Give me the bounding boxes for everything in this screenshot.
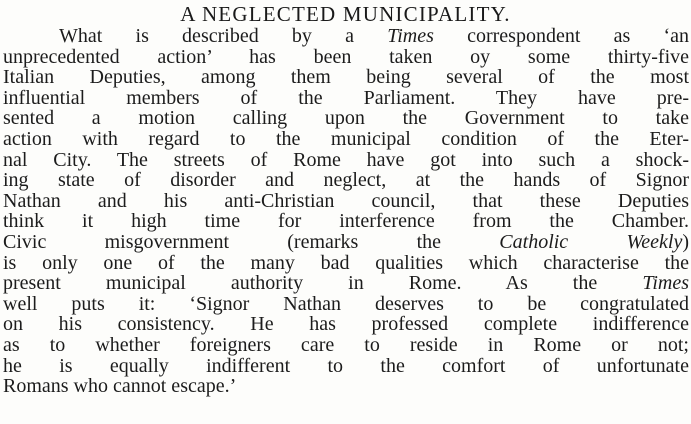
text-run: Italian Deputies, among them being several of the most bbox=[3, 66, 689, 89]
article-body bbox=[3, 26, 689, 397]
text-run: sented a motion calling upon the Government to take bbox=[3, 107, 689, 130]
text-run: is only one of the many bad qualities which characterise the bbox=[3, 251, 689, 274]
text-run: he is equally indifferent to the comfort of unfortunate bbox=[3, 354, 689, 377]
italic-phrase: Times bbox=[387, 25, 434, 47]
text-run: action with regard to the municipal condition of the Eter- bbox=[3, 127, 689, 150]
article-line bbox=[3, 376, 689, 397]
text-run: unprecedented action’ has been taken oy some thirty-five bbox=[3, 45, 689, 68]
article-line bbox=[3, 129, 689, 150]
text-run: on his consistency. He has professed complete indifference bbox=[3, 313, 689, 336]
text-run: as to whether foreigners care to reside in Rome or not; bbox=[3, 333, 689, 356]
text-run: Nathan and his anti-Christian council, that these Deputies bbox=[3, 189, 689, 212]
text-run: Romans who cannot escape.’ bbox=[3, 375, 237, 398]
article-line bbox=[3, 232, 689, 253]
article-line bbox=[3, 170, 689, 191]
article-line bbox=[3, 273, 689, 294]
article-headline: A NEGLECTED MUNICIPALITY. bbox=[180, 2, 511, 26]
italic-phrase: Times bbox=[642, 272, 689, 295]
text-run: Civic misgovernment (remarks the bbox=[3, 230, 500, 253]
article-line bbox=[3, 150, 689, 171]
article-line bbox=[3, 335, 689, 356]
article-line bbox=[3, 294, 689, 315]
article-line bbox=[3, 26, 689, 47]
text-run: nal City. The streets of Rome have got into such a shock- bbox=[3, 148, 689, 171]
text-run: well puts it: ‘Signor Nathan deserves to be congratulated bbox=[3, 292, 689, 315]
italic-phrase: Catholic Weekly bbox=[499, 230, 683, 253]
text-run: correspondent as ‘an bbox=[433, 25, 689, 47]
article-line bbox=[3, 88, 689, 109]
article-line bbox=[3, 253, 689, 274]
text-run: influential members of the Parliament. They have pre- bbox=[3, 86, 689, 109]
text-run: think it high time for interference from the Chamber. bbox=[3, 210, 689, 233]
article-line bbox=[3, 47, 689, 68]
text-run: present municipal authority in Rome. As the bbox=[3, 272, 643, 295]
text-run: ) bbox=[682, 230, 690, 253]
text-run: What is described by a bbox=[59, 25, 388, 47]
article-line bbox=[3, 314, 689, 335]
article-line bbox=[3, 67, 689, 88]
article-line bbox=[3, 356, 689, 377]
article-line bbox=[3, 191, 689, 212]
article-line bbox=[3, 211, 689, 232]
text-run: ing state of disorder and neglect, at the hands of Signor bbox=[3, 169, 689, 192]
article-line bbox=[3, 108, 689, 129]
